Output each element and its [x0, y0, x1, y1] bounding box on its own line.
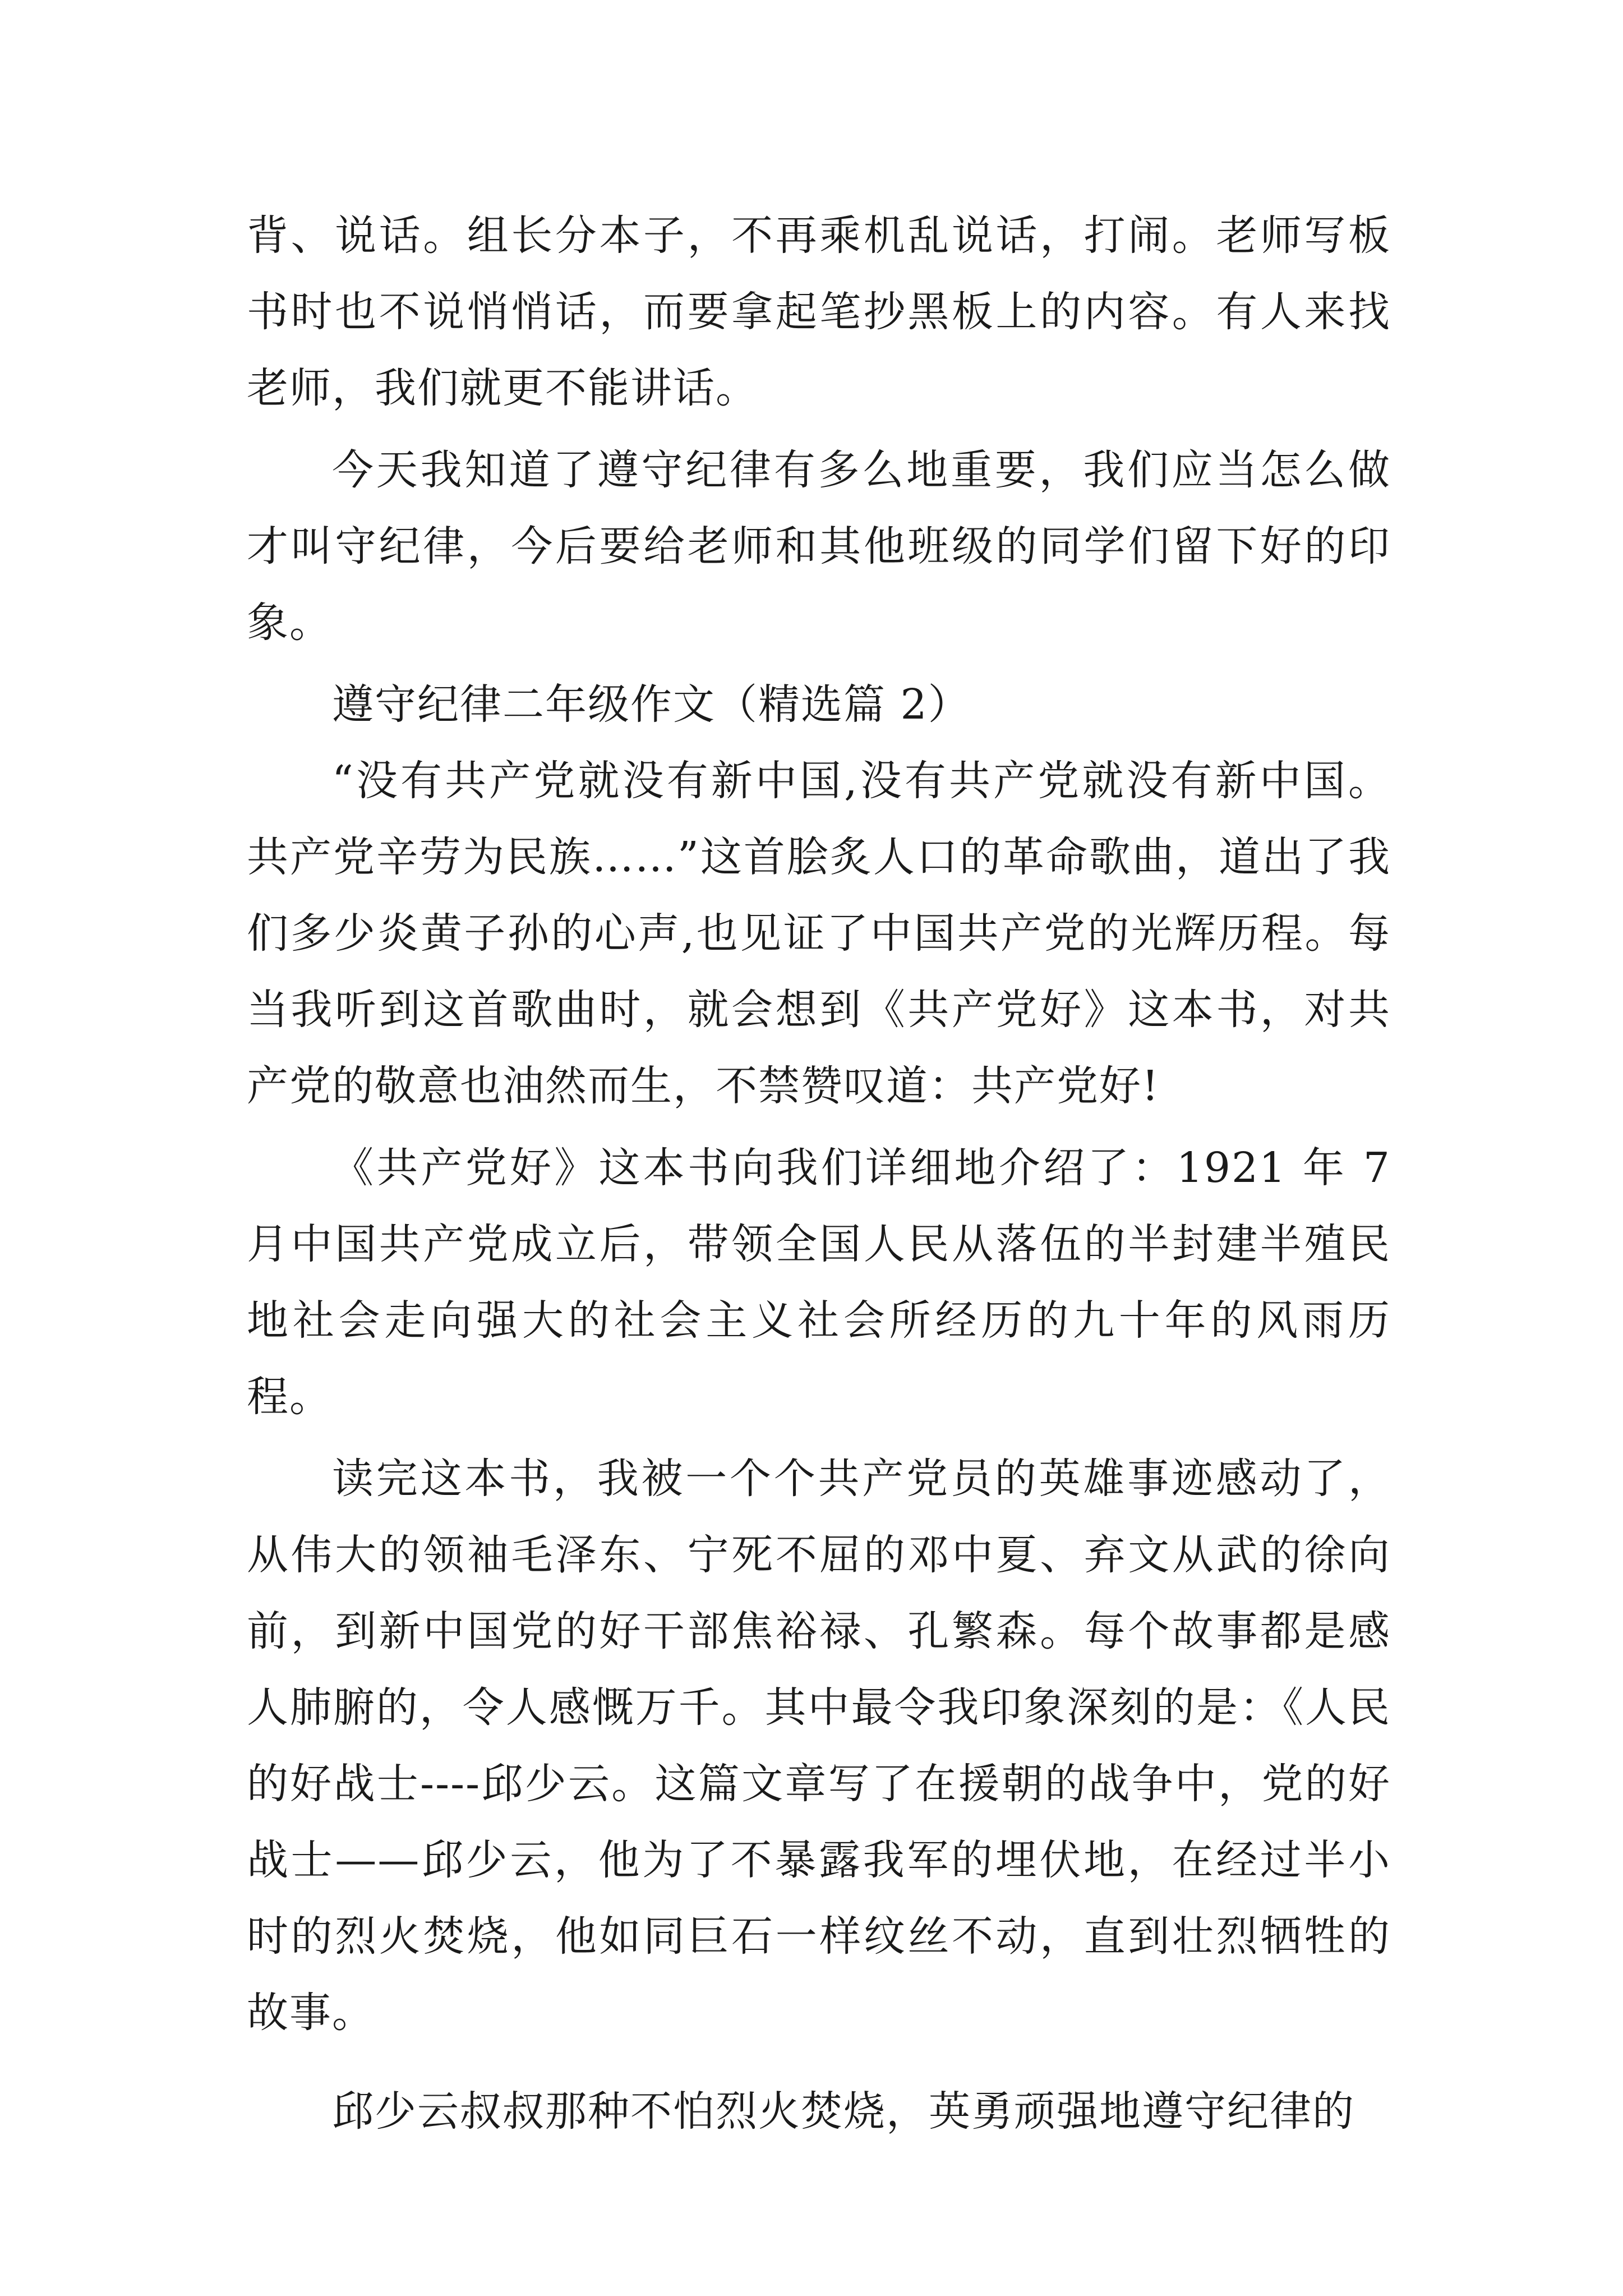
- paragraph: 《共产党好》这本书向我们详细地介绍了：1921 年 7 月中国共产党成立后，带领全国人民从落伍的半封建半殖民地社会走向强大的社会主义社会所经历的九十年的风雨历程。: [247, 1144, 1391, 1421]
- paragraph: “没有共产党就没有新中国,没有共产党就没有新中国。共产党辛劳为民族……”这首脍炙人口的革命歌曲，道出了我们多少炎黄子孙的心声,也见证了中国共产党的光辉历程。每当我听到这首歌曲时，就会想到《共产党好》这本书，对共产党的敬意也油然而生，不禁赞叹道：共产党好!: [247, 757, 1391, 1110]
- paragraph: 今天我知道了遵守纪律有多么地重要，我们应当怎么做才叫守纪律，今后要给老师和其他班级的同学们留下好的印象。: [247, 446, 1391, 647]
- section-heading: 遵守纪律二年级作文（精选篇 2）: [332, 680, 971, 729]
- document-body: [247, 197, 1391, 2150]
- paragraph: 读完这本书，我被一个个共产党员的英雄事迹感动了，从伟大的领袖毛泽东、宁死不屈的邓中夏、弃文从武的徐向前，到新中国党的好干部焦裕禄、孔繁森。每个故事都是感人肺腑的，令人感慨万千。其中最令我印象深刻的是：《人民的好战士----邱少云。这篇文章写了在援朝的战争中，党的好战士——邱少云，他为了不暴露我军的埋伏地，在经过半小时的烈火焚烧，他如同巨石一样纹丝不动，直到壮烈牺牲的故事。: [247, 1455, 1391, 2037]
- paragraph: 邱少云叔叔那种不怕烈火焚烧，英勇顽强地遵守纪律的: [332, 2087, 1355, 2136]
- paragraph-continuation: 背、说话。组长分本子，不再乘机乱说话，打闹。老师写板书时也不说悄悄话，而要拿起笔抄黑板上的内容。有人来找老师，我们就更不能讲话。: [247, 211, 1391, 412]
